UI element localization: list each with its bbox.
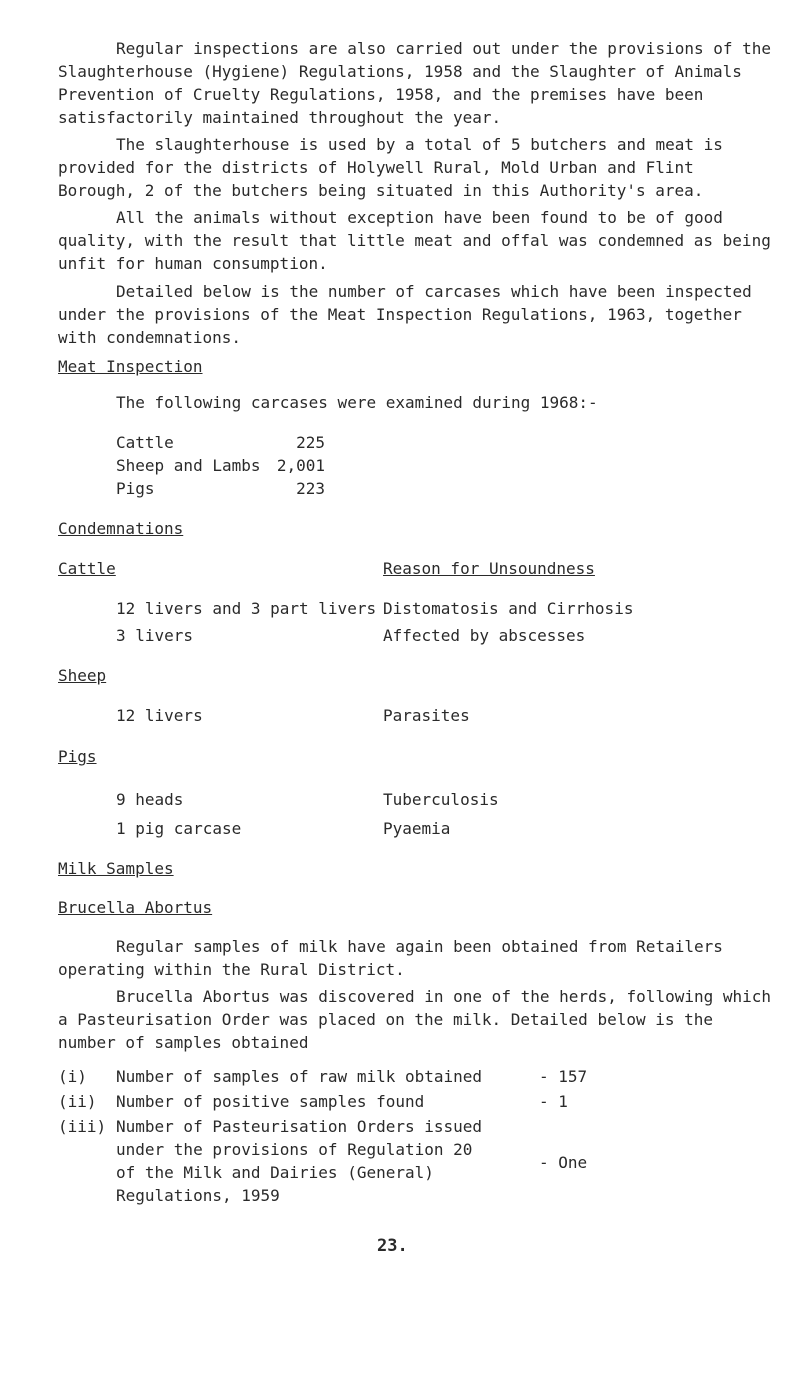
table-cell-value: 2,001: [276, 456, 325, 475]
list-item-number: (iii): [58, 1117, 107, 1136]
table-row: Cattle: [116, 433, 174, 452]
meat-inspection-heading: Meat Inspection: [58, 357, 203, 376]
meat-inspection-intro: The following carcases were examined during 1968:-: [116, 393, 598, 412]
condemnations-heading: Condemnations: [58, 519, 184, 538]
table-cell-value: 225: [296, 433, 325, 452]
milk-samples-heading: Milk Samples: [58, 859, 174, 878]
paragraph-text: Brucella Abortus was discovered in one of the herds, following which a Pasteurisation Order was placed on the milk. Detailed below is the number of samples obtained: [58, 987, 772, 1052]
table-cell-value: 223: [296, 479, 325, 498]
sheep-reason: Parasites: [383, 706, 470, 725]
cattle-reason: Distomatosis and Cirrhosis: [383, 599, 634, 618]
paragraph-carcases-detail: [58, 280, 778, 349]
list-item-value: - 1: [539, 1092, 568, 1111]
cattle-heading: Cattle: [58, 559, 116, 578]
list-item-text: Number of positive samples found: [116, 1092, 425, 1111]
paragraph-brucella-discovered: [58, 985, 778, 1054]
table-row: Pigs: [116, 479, 155, 498]
list-item-text: Number of Pasteurisation Orders issued under the provisions of Regulation 20 of the Milk and Dairies (General) Regulations, 1959: [116, 1117, 483, 1205]
pigs-reason: Pyaemia: [383, 819, 451, 838]
pigs-heading: Pigs: [58, 747, 97, 766]
paragraph-slaughterhouse-regulations: [58, 37, 778, 129]
reason-heading: Reason for Unsoundness: [383, 559, 595, 578]
brucella-heading: Brucella Abortus: [58, 898, 213, 917]
paragraph-text: Detailed below is the number of carcases which have been inspected under the provisions of the Meat Inspection Regulations, 1963, together with condemnations.: [58, 282, 752, 347]
paragraph-text: The slaughterhouse is used by a total of 5 butchers and meat is provided for the districts of Holywell Rural, Mold Urban and Flint Borough, 2 of the butchers being situated in this Authority's area.: [58, 135, 723, 200]
list-item-number: (i): [58, 1067, 87, 1086]
paragraph-text: Regular inspections are also carried out under the provisions of the Slaughterhouse (Hygiene) Regulations, 1958 and the Slaughter of Animals Prevention of Cruelty Regulations, 1958, and the premises have been satisfactorily maintained throughout the year.: [58, 39, 772, 127]
sheep-item: 12 livers: [116, 706, 203, 725]
page-number: 23.: [377, 1236, 408, 1256]
table-row: Sheep and Lambs: [116, 456, 261, 475]
pigs-item: 1 pig carcase: [116, 819, 242, 838]
list-item-value: - 157: [539, 1067, 588, 1086]
paragraph-regular-samples: [58, 935, 778, 981]
paragraph-text: All the animals without exception have been found to be of good quality, with the result that little meat and offal was condemned as being unfit for human consumption.: [58, 208, 771, 273]
cattle-item: 12 livers and 3 part livers: [116, 599, 377, 618]
paragraph-text: Regular samples of milk have again been obtained from Retailers operating within the Rural District.: [58, 937, 723, 979]
paragraph-animal-quality: [58, 206, 778, 275]
list-item-text: Number of samples of raw milk obtained: [116, 1067, 483, 1086]
pigs-item: 9 heads: [116, 790, 184, 809]
list-item-number: (ii): [58, 1092, 97, 1111]
paragraph-butchers: [58, 133, 778, 202]
cattle-reason: Affected by abscesses: [383, 626, 586, 645]
cattle-item: 3 livers: [116, 626, 194, 645]
list-item-value: - One: [539, 1153, 588, 1172]
pigs-reason: Tuberculosis: [383, 790, 499, 809]
sheep-heading: Sheep: [58, 666, 107, 685]
